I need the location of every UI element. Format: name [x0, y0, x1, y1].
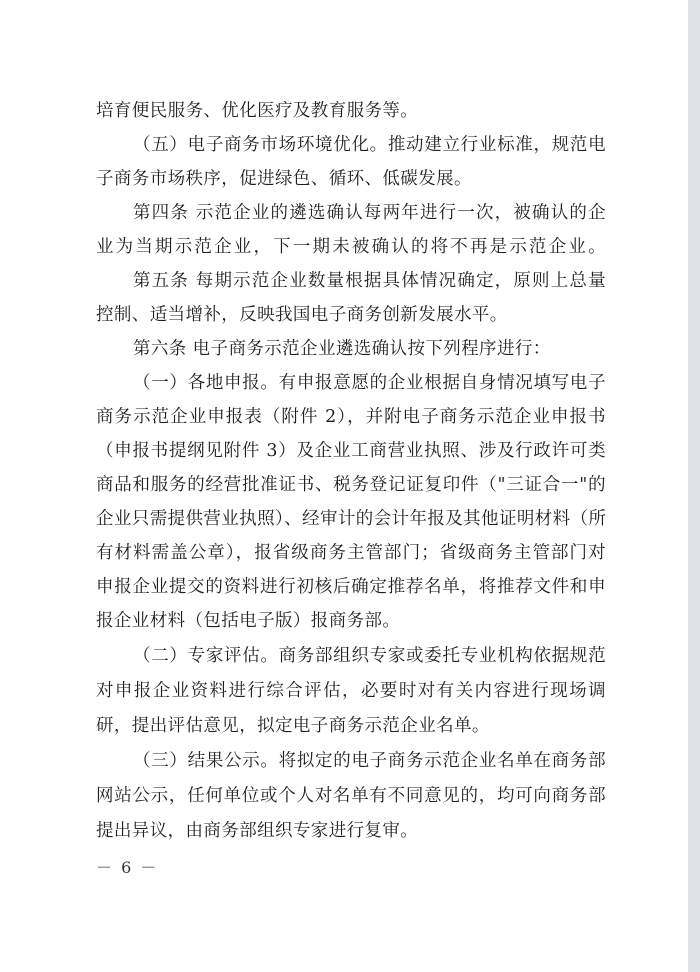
text-line-13: 企业只需提供营业执照）、经审计的会计年报及其他证明材料（所 — [96, 509, 607, 529]
text-line-7: 控制、适当增补，反映我国电子商务创新发展水平。 — [96, 305, 508, 325]
text-line-5: 业为当期示范企业，下一期未被确认的将不再是示范企业。 — [96, 237, 606, 257]
scroll-edge — [688, 0, 700, 972]
text-line-3: 子商务市场秩序，促进绿色、循环、低碳发展。 — [96, 169, 472, 189]
text-line-10: 商务示范企业申报表（附件 2），并附电子商务示范企业申报书 — [96, 407, 606, 427]
text-line-17: （二）专家评估。商务部组织专家或委托专业机构依据规范 — [133, 646, 606, 666]
text-line-22: 提出异议，由商务部组织专家进行复审。 — [96, 821, 419, 841]
text-line-21: 网站公示，任何单位或个人对名单有不同意见的，均可向商务部 — [96, 786, 606, 806]
text-line-20: （三）结果公示。将拟定的电子商务示范企业名单在商务部 — [133, 751, 606, 771]
text-line-6: 第五条 每期示范企业数量根据具体情况确定，原则上总量 — [133, 271, 606, 291]
text-line-15: 申报企业提交的资料进行初核后确定推荐名单，将推荐文件和申 — [96, 577, 606, 597]
text-line-12: 商品和服务的经营批准证书、税务登记证复印件（"三证合一"的 — [96, 475, 606, 495]
text-line-11: （申报书提纲见附件 3）及企业工商营业执照、涉及行政许可类 — [96, 441, 606, 461]
text-line-1: 培育便民服务、优化医疗及教育服务等。 — [96, 101, 419, 121]
text-line-9: （一）各地申报。有申报意愿的企业根据自身情况填写电子 — [133, 373, 606, 393]
text-line-8: 第六条 电子商务示范企业遴选确认按下列程序进行： — [133, 339, 551, 359]
text-line-4: 第四条 示范企业的遴选确认每两年进行一次，被确认的企 — [133, 203, 606, 223]
text-line-18: 对申报企业资料进行综合评估，必要时对有关内容进行现场调 — [96, 681, 606, 701]
text-line-19: 研，提出评估意见，拟定电子商务示范企业名单。 — [96, 716, 490, 736]
text-line-14: 有材料需盖公章），报省级商务主管部门；省级商务主管部门对 — [96, 543, 606, 563]
text-line-2: （五）电子商务市场环境优化。推动建立行业标准，规范电 — [133, 135, 606, 155]
page-number: － 6 － — [96, 858, 159, 877]
text-line-16: 报企业材料（包括电子版）报商务部。 — [96, 611, 401, 631]
